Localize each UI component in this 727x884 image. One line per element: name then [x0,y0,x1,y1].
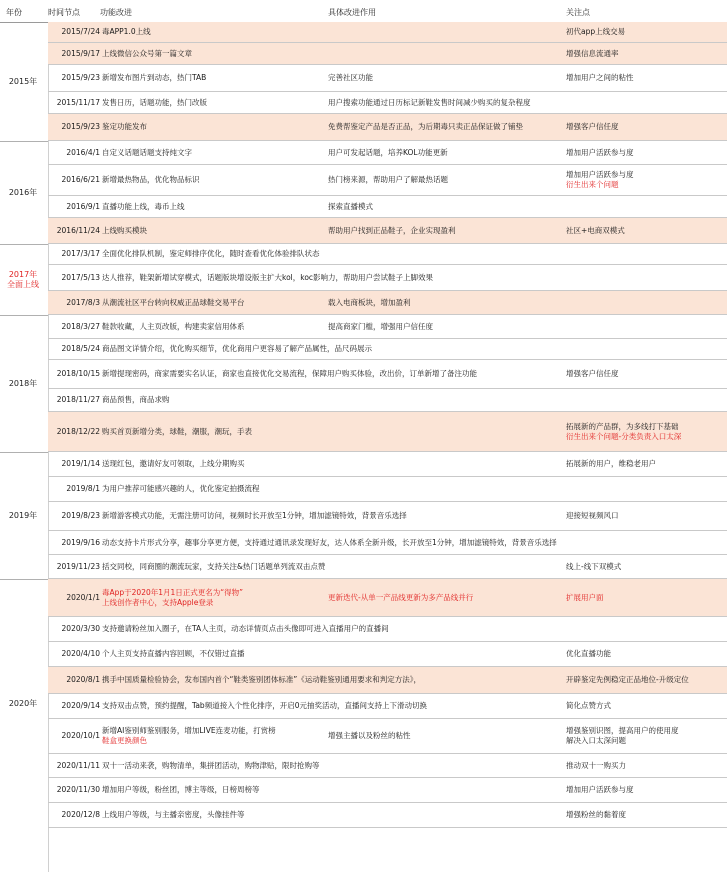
focus-text-2: 衍生出来个问题-分类负责入口太深 [566,431,682,441]
focus-text: 推动双十一购买力 [566,760,626,770]
focus-cell [566,579,604,616]
date-text: 2016/9/1 [66,201,100,211]
focus-text: 线上-线下双模式 [566,561,622,571]
table-row [48,642,727,667]
date-cell [48,114,100,140]
improvement-text: 括交同校，同商圈的潮流玩家，支持关注&热门话题单列流双击点赞 [102,561,326,571]
date-cell [48,694,100,718]
table-row [48,694,727,719]
effect-cell [328,218,456,243]
year-text: 2018年 [8,378,38,388]
table-row [48,165,727,196]
improvement-text: 上线购买模块 [102,225,147,235]
date-text: 2018/12/22 [56,426,100,436]
effect-text: 载入电商板块，增加盈利 [328,297,411,307]
improvement-cell [102,754,320,777]
date-cell [48,579,100,616]
date-text: 2015/9/23 [61,122,100,131]
date-text: 2019/8/1 [66,484,100,493]
date-cell [48,778,100,802]
improvement-cell [102,291,245,314]
date-text: 2015/7/24 [61,27,100,36]
date-cell [48,389,100,411]
improvement-text: 送现红包，邀请好友可领取，上线分期购买 [102,459,245,468]
date-text: 2020/1/1 [66,592,100,602]
focus-text-2: 衍生出来个问题 [566,180,619,189]
effect-text: 增强主播以及粉丝的粘性 [328,731,411,740]
focus-text: 拓展新的产品群，为多线打下基础 [566,421,679,431]
table-row [48,719,727,754]
date-cell [48,667,100,693]
improvement-cell [102,65,206,91]
effect-text: 热门榜来源，帮助用户了解最热话题 [328,175,448,184]
improvement-text: 发售日历，话题功能，热门改版 [102,97,207,107]
focus-text: 优化直播功能 [566,649,611,658]
date-cell [48,719,100,753]
focus-cell [566,141,634,164]
improvement-text: 全面优化排队机制，鉴定师排序优化，随时查看优化体验排队状态 [102,249,320,258]
header-effect: 具体改进作用 [328,8,376,17]
focus-text: 增加用户活跃参与度 [566,147,634,157]
date-text: 2018/5/24 [61,344,100,353]
effect-cell [328,291,411,314]
focus-cell [566,667,689,693]
effect-text: 完善社区功能 [328,73,373,82]
focus-text: 增加用户之间的粘性 [566,73,634,82]
improvement-cell [102,531,557,554]
date-text: 2015/9/23 [61,73,100,82]
effect-cell [328,65,373,91]
date-cell [48,452,100,476]
date-cell [48,360,100,388]
improvement-cell [102,22,151,42]
date-text: 2018/10/15 [56,369,100,378]
focus-cell [566,803,626,827]
date-cell [48,92,100,113]
improvement-cell [102,502,407,530]
effect-cell [328,315,433,338]
focus-text: 增强粉丝的黏着度 [566,810,626,819]
improvement-cell [102,244,320,264]
focus-text: 增加用户活跃参与度 [566,170,634,179]
focus-cell [566,555,621,578]
improvement-cell [102,617,389,641]
table-row [48,360,727,389]
effect-cell [328,92,531,113]
improvement-cell [102,196,185,217]
focus-cell [566,22,625,42]
date-cell [48,642,100,666]
focus-cell [566,412,681,451]
improvement-text: 新增最热物品，优化物品标识 [102,175,200,184]
table-row [48,244,727,265]
year-text: 2020年 [8,698,38,708]
focus-cell [566,452,656,476]
improvement-text: 双十一活动来袭，购物清单，集拼团活动，购物津贴，限时抢购等 [102,760,320,770]
focus-cell [566,43,619,64]
header-date: 时间节点 [48,8,80,17]
table-row [48,141,727,165]
date-cell [48,218,100,243]
improvement-cell [102,165,200,195]
date-text: 2015/9/17 [61,48,100,58]
date-text: 2020/8/1 [66,675,100,684]
focus-text: 简化点赞方式 [566,701,611,710]
year-text: 2016年 [8,187,38,197]
focus-text: 拓展新的用户，维稳老用户 [566,459,656,468]
year-text: 2019年 [8,510,38,520]
table-row [48,265,727,291]
timeline-table [0,22,727,872]
improvement-text: 新增游客模式功能，无需注册可访问，视频时长开放至1分钟，增加滤镜特效，背景音乐选择 [102,511,407,520]
table-row [48,291,727,315]
improvement-cell [102,642,245,666]
date-cell [48,65,100,91]
table-row [48,389,727,412]
improvement-text-2: 上线创作者中心，支持Apple登录 [102,597,214,607]
date-cell [48,141,100,164]
date-text: 2017/5/13 [61,272,100,282]
table-row [48,477,727,502]
improvement-text: 新增AI鉴别师鉴别服务，增加LIVE连麦功能，打赏榜 [102,726,276,735]
effect-cell [328,196,373,217]
date-cell [48,291,100,314]
date-text: 2020/11/11 [56,760,100,770]
date-cell [48,617,100,641]
focus-cell [566,114,619,140]
year-subtext: 全面上线 [7,279,39,289]
focus-cell [566,360,619,388]
improvement-text: 支持双击点赞，预约提醒，Tab频道接入个性化排序，开启0元抽奖活动，直播间支持上下滑动切换 [102,701,427,710]
table-row [48,315,727,339]
date-cell [48,265,100,290]
table-header [0,0,727,23]
date-cell [48,803,100,827]
date-text: 2017/3/17 [61,249,100,258]
effect-cell [328,114,523,140]
improvement-cell [102,412,252,451]
date-text: 2020/10/1 [61,731,100,740]
improvement-cell [102,141,192,164]
focus-cell [566,694,611,718]
improvement-text: 个人主页支持直播内容回顾，不仅错过直播 [102,649,245,658]
effect-text: 探索直播模式 [328,201,373,211]
improvement-cell [102,114,147,140]
improvement-cell [102,452,245,476]
improvement-text: 新增提现密码，商家需要实名认证，商家也直接优化交易流程，保障用户购买体验，改出价，订单新增了备注功能 [102,369,477,378]
focus-text: 增强鉴别识图，提高用户的使用度 [566,726,679,735]
table-row [48,339,727,360]
table-row [48,452,727,477]
year-text: 2015年 [8,76,38,86]
improvement-cell [102,92,207,113]
improvement-cell [102,667,421,693]
table-row [48,531,727,555]
improvement-text: 携手中国质量检验协会，发布国内首个“鞋类鉴别团体标准”《运动鞋鉴别通用要求和判定方法》， [102,675,422,684]
table-row [48,555,727,579]
effect-text: 更新迭代-从单一产品线更新为多产品线并行 [328,592,474,602]
date-text: 2018/3/27 [61,321,100,331]
improvement-cell [102,719,276,753]
effect-text: 免费帮鉴定产品是否正品，为后期毒只卖正品保证做了铺垫 [328,122,523,131]
improvement-text: 毒APP1.0上线 [102,27,151,36]
focus-text: 迎接短视频风口 [566,511,619,520]
date-cell [48,196,100,217]
header-focus: 关注点 [566,8,590,17]
table-row [48,22,727,43]
date-text: 2019/9/16 [61,537,100,547]
date-text: 2020/9/14 [61,701,100,710]
improvement-cell [102,389,170,411]
date-cell [48,43,100,64]
year-text: 2017年 [8,269,38,279]
improvement-text-2: 鞋盒更换颜色 [102,736,147,745]
improvement-text: 从潮流社区平台转向权威正品球鞋交易平台 [102,297,245,307]
date-text: 2020/11/30 [56,785,100,794]
effect-cell [328,165,448,195]
date-cell [48,315,100,338]
focus-text: 开辟鉴定先例稳定正品地位-升级定位 [566,675,689,684]
improvement-text: 增加用户等级，粉丝团，博主等级，日榜周榜等 [102,785,260,794]
focus-text: 增强客户信任度 [566,122,619,131]
improvement-text: 毒App于2020年1月1日正式更名为“得物” [102,587,244,597]
date-text: 2020/4/10 [61,649,100,658]
table-row [48,43,727,65]
improvement-cell [102,778,260,802]
improvement-cell [102,339,372,359]
focus-cell [566,719,679,753]
improvement-text: 达人推荐，鞋架新增试穿模式，话题版块增设版主扩大kol，koc影响力，帮助用户尝试鞋子上脚效果 [102,272,434,282]
improvement-text: 支持邀请粉丝加入圈子，在TA人主页，动态详情页点击头像即可进入直播用户的直播间 [102,624,389,633]
improvement-cell [102,803,245,827]
table-row [48,196,727,218]
date-cell [48,244,100,264]
date-cell [48,339,100,359]
improvement-cell [102,265,433,290]
table-row [48,65,727,92]
improvement-text: 购买首页新增分类，球鞋，潮服，潮玩，手表 [102,426,252,436]
focus-text: 增加用户活跃参与度 [566,785,634,794]
improvement-text: 上线用户等级，与主播亲密度，头像挂件等 [102,810,245,819]
improvement-text: 直播功能上线，毒币上线 [102,201,185,211]
focus-cell [566,754,626,777]
date-text: 2019/8/23 [61,511,100,520]
date-cell [48,502,100,530]
date-text: 2018/11/27 [56,395,100,404]
focus-text: 增强客户信任度 [566,369,619,378]
date-cell [48,22,100,42]
improvement-cell [102,477,260,501]
table-row [48,114,727,141]
improvement-cell [102,360,477,388]
date-text: 2016/4/1 [66,147,100,157]
header-year: 年份 [6,8,22,17]
improvement-text: 自定义话题话题支持纯文字 [102,147,192,157]
date-text: 2019/11/23 [56,561,100,571]
date-cell [48,477,100,501]
improvement-text: 为用户推荐可能感兴趣的人，优化鉴定拍摄流程 [102,484,260,493]
improvement-cell [102,555,325,578]
effect-cell [328,719,411,753]
date-text: 2015/11/17 [56,97,100,107]
improvement-text: 上线微信公众号第一篇文章 [102,48,192,58]
improvement-cell [102,579,243,616]
focus-cell [566,502,619,530]
focus-text: 增强信息流通率 [566,48,619,58]
table-row [48,218,727,244]
focus-text: 初代app上线交易 [566,27,626,36]
improvement-cell [102,694,427,718]
improvement-text: 动态支持卡片形式分享，趣事分享更方便，支持通过通讯录发现好友，达人体系全新升级，长开放至1分钟，增加滤镜特效，背景音乐选择 [102,537,557,547]
table-row [48,412,727,452]
improvement-cell [102,218,147,243]
improvement-text: 新增发布图片到动态，热门TAB [102,73,207,82]
focus-text: 扩展用户面 [566,592,604,602]
table-row [48,617,727,642]
header-improvement: 功能改进 [100,8,132,17]
date-cell [48,165,100,195]
date-text: 2016/11/24 [56,225,100,235]
focus-cell [566,642,611,666]
effect-text: 提高商家门槛，增强用户信任度 [328,321,433,331]
date-text: 2016/6/21 [61,175,100,184]
date-cell [48,555,100,578]
improvement-text: 鉴定功能发布 [102,122,147,131]
improvement-cell [102,315,245,338]
focus-cell [566,165,634,195]
date-text: 2020/3/30 [61,624,100,633]
focus-cell [566,218,625,243]
table-row [48,502,727,531]
effect-text: 帮助用户找到正品鞋子，企业实现盈利 [328,225,456,235]
date-cell [48,754,100,777]
date-text: 2017/8/3 [66,297,100,307]
effect-cell [328,579,473,616]
table-row [48,754,727,778]
table-row [48,667,727,694]
focus-text-2: 解决入口太深问题 [566,736,626,745]
effect-text: 用户可发起话题，培养KOL功能更新 [328,147,448,157]
improvement-text: 商品预售，商品求购 [102,395,170,404]
improvement-cell [102,43,192,64]
improvement-text: 商品图文详情介绍，优化购买细节，优化商用户更容易了解产品属性，品尺码展示 [102,344,372,353]
date-text: 2020/12/8 [61,810,100,819]
improvement-text: 鞋款收藏，人主页改版，构建卖家信用体系 [102,321,245,331]
date-cell [48,531,100,554]
focus-cell [566,65,634,91]
effect-cell [328,141,448,164]
table-row [48,579,727,617]
date-text: 2019/1/14 [61,459,100,468]
date-cell [48,412,100,451]
focus-cell [566,778,634,802]
effect-text: 用户搜索功能通过日历标记新鞋发售时间减少购买的复杂程度 [328,97,531,107]
focus-text: 社区+电商双模式 [566,225,625,235]
table-row [48,778,727,803]
table-row [48,803,727,828]
table-row [48,92,727,114]
